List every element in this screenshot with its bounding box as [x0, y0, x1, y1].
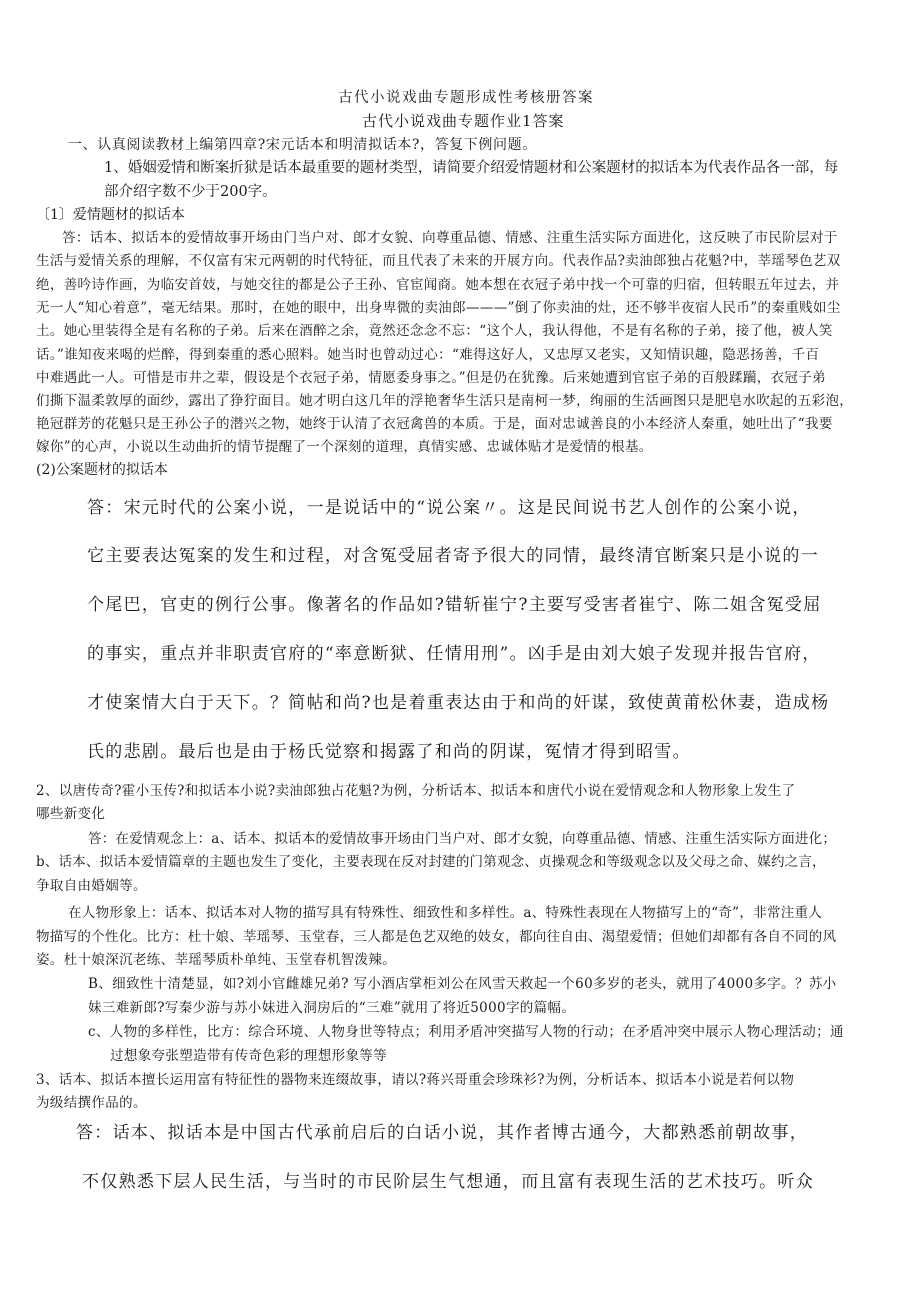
answer-3-line: 答：话本、拟话本是中国古代承前启后的白话小说，其作者博古通今，大都熟悉前朝故事，	[76, 1123, 808, 1143]
part1-title: 〔1〕爱情题材的拟话本	[36, 207, 185, 223]
question-1-line: 1、婚姻爱情和断案折狱是话本最重要的题材类型，请简要介绍爱情题材和公案题材的拟话本为代表作品各一部，每	[104, 160, 839, 176]
answer-2-love-line: b、话本、拟话本爱情篇章的主题也发生了变化，主要表现在反对封建的门第观念、贞操观念和等级观念以及父母之命、媒约之言，	[36, 854, 826, 870]
part1-paragraph-line: 们撕下温柔敦厚的面纱，露出了狰狞面目。她才明白这几年的浮艳奢华生活只是南柯一梦，绚丽的生活画图只是肥皂水吹起的五彩泡，	[36, 393, 854, 409]
part2-paragraph-line: 答：宋元时代的公案小说，一是说话中的“说公案〃。这是民间说书艺人创作的公案小说，	[87, 498, 811, 518]
answer-2-point-b-line: 妹三难新郎?写秦少游与苏小妹进入洞房后的“三难”就用了将近5000字的篇幅。	[88, 1000, 576, 1016]
part1-paragraph-line: 生活与爱情关系的理解，不仅富有宋元两朝的时代特征，而且代表了未来的开展方向。代表作品?卖油郎独占花魁?中，莘瑶琴色艺双	[36, 253, 841, 269]
part2-paragraph-line: 氏的悲剧。最后也是由于杨氏觉察和揭露了和尚的阴谋，冤情才得到昭雪。	[87, 742, 691, 762]
question-2-line: 哪些新变化	[36, 806, 106, 822]
part2-title: (2)公案题材的拟话本	[36, 462, 168, 478]
question-1-line: 部介绍字数不少于200字。	[104, 184, 277, 200]
part1-paragraph-line: 无一人“知心着意”，毫无结果。那时，在她的眼中，出身卑微的卖油郎———”倒了你卖油的灶，还不够半夜宿人民币”的秦重贱如尘	[36, 300, 841, 316]
part1-paragraph-line: 土。她心里装得全是有名称的子弟。后来在酒醉之余，竟然还念念不忘：“这个人，我认得他，不是有名称的子弟，接了他，被人笑	[36, 323, 833, 339]
part1-paragraph-line: 绝，善吟诗作画，为临安首妓，与她交往的都是公子王孙、官宦闻商。她本想在衣冠子弟中找一个可靠的归宿，但转眼五年过去，并	[36, 277, 840, 293]
document-subtitle: 古代小说戏曲专题作业1答案	[362, 112, 565, 130]
answer-2-love-line: 争取自由婚姻等。	[36, 878, 147, 894]
question-2-line: 2、以唐传奇?霍小玉传?和拟话本小说?卖油郎独占花魁?为例，分析话本、拟话本和唐代小说在爱情观念和人物形象上发生了	[36, 783, 796, 799]
part2-paragraph-line: 个尾巴，官吏的例行公事。像著名的作品如?错斩崔宁?主要写受害者崔宁、陈二姐含冤受屈	[87, 595, 822, 615]
question-3-line: 3、话本、拟话本擅长运用富有特征性的器物来连缀故事，请以?蒋兴哥重会珍珠衫?为例，分析话本、拟话本小说是若何以物	[36, 1072, 795, 1088]
document-title: 古代小说戏曲专题形成性考核册答案	[338, 90, 594, 106]
answer-3-line: 不仅熟悉下层人民生活，与当时的市民阶层生气想通，而且富有表现生活的艺术技巧。听众	[82, 1172, 814, 1192]
part1-paragraph-line: 答：话本、拟话本的爱情故事开场由门当户对、郎才女貌、向尊重品德、情感、注重生活实际方面进化，这反映了市民阶层对于	[62, 230, 838, 246]
answer-2-point-b-line: B、细致性十清楚显，如?刘小官雌雄兄弟? 写小酒店掌柜刘公在风雪天救起一个60多岁的老头，就用了4000多字。？苏小	[88, 976, 837, 992]
answer-2-character-line: 姿。杜十娘深沉老练、莘瑶琴质朴单纯、玉堂春机智泼辣。	[36, 952, 397, 968]
part2-paragraph-line: 的事实，重点并非职责官府的“率意断狱、任情用刑”。凶手是由刘大娘子发现并报告官府，	[87, 644, 821, 664]
section1-heading: 一、认真阅读教材上编第四章?宋元话本和明清拟话本?，答复下例问题。	[68, 137, 537, 153]
answer-2-point-c-line: c、人物的多样性，比方：综合环境、人物身世等特点；利用矛盾冲突描写人物的行动；在矛盾冲突中展示人物心理活动；通	[88, 1024, 844, 1040]
part1-paragraph-line: 艳冠群芳的花魁只是王孙公子的潜兴之物，她终于认清了衣冠禽兽的本质。于是，面对忠诚善良的小本经济人秦重，她吐出了“我要	[36, 416, 833, 432]
part1-paragraph-line: 中难遇此一人。可惜是市井之辈，假设是个衣冠子弟，情愿委身事之。”但是仍在犹豫。后来她遭到官宦子弟的百般蹂躏，衣冠子弟	[36, 370, 826, 386]
part1-paragraph-line: 话。”谁知夜来喝的烂醉，得到秦重的悉心照料。她当时也曾动过心：“难得这好人，又忠厚又老实，又知情识趣，隐恶扬善，千百	[36, 347, 820, 363]
answer-2-character-line: 在人物形象上：话本、拟话本对人物的描写具有特殊性、细致性和多样性。a、特殊性表现在人物描写上的“奇”，非常注重人	[68, 905, 823, 921]
question-3-line: 为级结撰作品的。	[36, 1095, 147, 1111]
answer-2-point-c-line: 过想象夸张塑造带有传奇色彩的理想形象等等	[110, 1048, 387, 1064]
answer-2-character-line: 物描写的个性化。比方：杜十娘、莘瑶琴、玉堂春，三人都是色艺双绝的妓女，都向往自由、渴望爱情；但她们却都有各自不同的风	[36, 929, 837, 945]
part1-paragraph-line: 嫁你”的心声，小说以生动曲折的情节提醒了一个深刻的道理，真情实感、忠诚体贴才是爱情的根基。	[36, 439, 653, 455]
part2-paragraph-line: 它主要表达冤案的发生和过程，对含冤受屈者寄予很大的同情，最终清官断案只是小说的一	[87, 546, 819, 566]
part2-paragraph-line: 才使案情大白于天下。？简帖和尚?也是着重表达由于和尚的奸谋，致使黄莆松休妻，造成杨	[87, 693, 830, 713]
answer-2-love-line: 答：在爱情观念上：a、话本、拟话本的爱情故事开场由门当户对、郎才女貌，向尊重品德、情感、注重生活实际方面进化；	[88, 831, 837, 847]
